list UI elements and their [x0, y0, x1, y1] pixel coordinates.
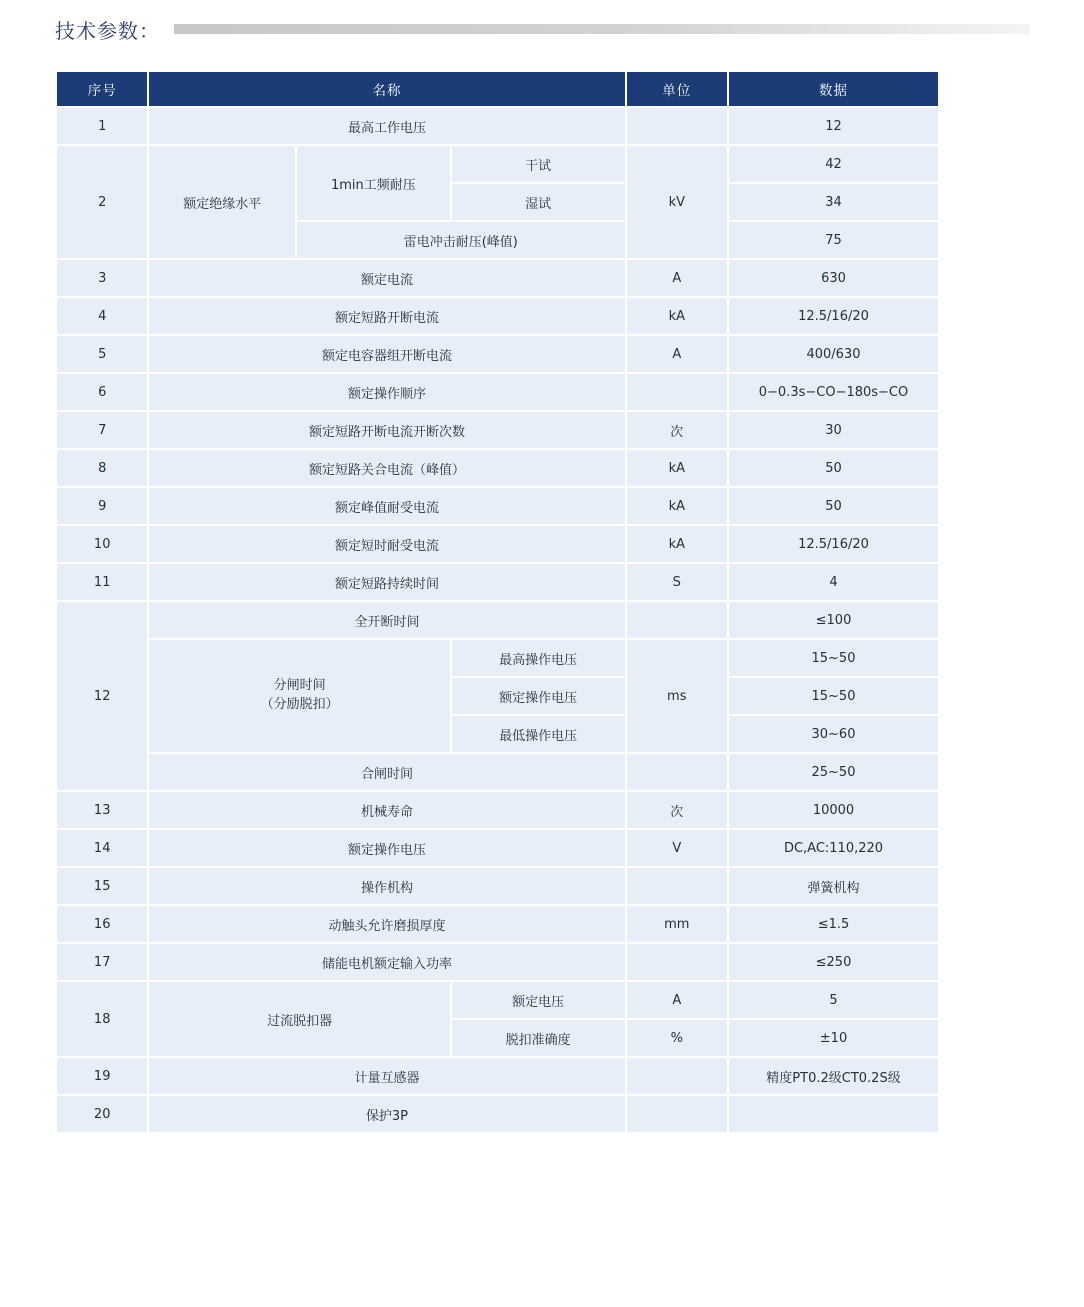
row-unit: kA — [627, 298, 727, 334]
row-data: 75 — [729, 222, 938, 258]
row-unit — [627, 108, 727, 144]
row-unit — [627, 944, 727, 980]
row-name: 额定短路持续时间 — [149, 564, 624, 600]
row-name-sub: 雷电冲击耐压(峰值) — [297, 222, 624, 258]
row-no: 7 — [57, 412, 147, 448]
row-data: 精度PT0.2级CT0.2S级 — [729, 1058, 938, 1094]
row-unit: 次 — [627, 412, 727, 448]
row-no: 14 — [57, 830, 147, 866]
table-row — [57, 906, 938, 942]
row-unit — [627, 1058, 727, 1094]
technical-parameters-table — [55, 70, 940, 1134]
table-header-row — [57, 72, 938, 106]
row-data: 30 — [729, 412, 938, 448]
row-no: 4 — [57, 298, 147, 334]
table-row — [57, 640, 938, 676]
row-data: 15~50 — [729, 640, 938, 676]
table-row — [57, 336, 938, 372]
row-unit: kV — [627, 146, 727, 258]
row-name-sub-item: 干试 — [452, 146, 625, 182]
row-name-sub-item: 湿试 — [452, 184, 625, 220]
row-name: 额定电容器组开断电流 — [149, 336, 624, 372]
row-data: 42 — [729, 146, 938, 182]
row-data: 5 — [729, 982, 938, 1018]
section-header — [55, 12, 1030, 46]
row-unit: A — [627, 260, 727, 296]
row-unit: ms — [627, 640, 727, 752]
col-header-data: 数据 — [729, 72, 938, 106]
row-data: 630 — [729, 260, 938, 296]
row-data: 34 — [729, 184, 938, 220]
table-row — [57, 488, 938, 524]
row-no: 2 — [57, 146, 147, 258]
table-row — [57, 944, 938, 980]
row-name-main: 额定绝缘水平 — [149, 146, 295, 258]
row-unit — [627, 754, 727, 790]
table-row — [57, 1058, 938, 1094]
row-name-main-line1: 分闸时间 — [273, 678, 326, 694]
row-no: 19 — [57, 1058, 147, 1094]
row-name: 保护3P — [149, 1096, 624, 1132]
row-name: 最高工作电压 — [149, 108, 624, 144]
table-row — [57, 868, 938, 904]
row-name: 全开断时间 — [149, 602, 624, 638]
row-name: 额定峰值耐受电流 — [149, 488, 624, 524]
row-unit: S — [627, 564, 727, 600]
table-row — [57, 564, 938, 600]
row-unit: mm — [627, 906, 727, 942]
row-data: ≤1.5 — [729, 906, 938, 942]
table-row — [57, 830, 938, 866]
row-name: 额定短路开断电流开断次数 — [149, 412, 624, 448]
table-row — [57, 602, 938, 638]
row-name: 额定操作顺序 — [149, 374, 624, 410]
row-name: 机械寿命 — [149, 792, 624, 828]
row-data: 15~50 — [729, 678, 938, 714]
spec-table-container — [55, 70, 940, 1134]
table-row — [57, 146, 938, 182]
table-row — [57, 374, 938, 410]
page-title: 技术参数： — [55, 18, 160, 43]
row-name: 储能电机额定输入功率 — [149, 944, 624, 980]
row-no: 6 — [57, 374, 147, 410]
row-name: 额定操作电压 — [149, 830, 624, 866]
row-name-main: 过流脱扣器 — [149, 982, 449, 1056]
row-no: 20 — [57, 1096, 147, 1132]
col-header-no: 序号 — [57, 72, 147, 106]
row-data: 12.5/16/20 — [729, 298, 938, 334]
row-no: 18 — [57, 982, 147, 1056]
row-no: 16 — [57, 906, 147, 942]
row-unit: A — [627, 336, 727, 372]
row-data: ≤250 — [729, 944, 938, 980]
table-row — [57, 754, 938, 790]
table-row — [57, 298, 938, 334]
row-name-sub-item: 脱扣准确度 — [452, 1020, 625, 1056]
row-name: 额定短路开断电流 — [149, 298, 624, 334]
row-unit — [627, 374, 727, 410]
col-header-unit: 单位 — [627, 72, 727, 106]
row-name: 额定短时耐受电流 — [149, 526, 624, 562]
row-name-main-line2: （分励脱扣） — [260, 697, 339, 712]
row-no: 11 — [57, 564, 147, 600]
row-unit: kA — [627, 488, 727, 524]
row-unit — [627, 868, 727, 904]
row-name: 动触头允许磨损厚度 — [149, 906, 624, 942]
row-name-sub: 1min工频耐压 — [297, 146, 450, 220]
row-name: 额定电流 — [149, 260, 624, 296]
row-unit: A — [627, 982, 727, 1018]
row-name: 额定短路关合电流（峰值） — [149, 450, 624, 486]
row-name-sub-item: 额定电压 — [452, 982, 625, 1018]
row-no: 13 — [57, 792, 147, 828]
row-data: ≤100 — [729, 602, 938, 638]
row-data: 10000 — [729, 792, 938, 828]
table-row — [57, 412, 938, 448]
row-unit — [627, 602, 727, 638]
row-name-sub-item: 最高操作电压 — [452, 640, 625, 676]
table-row — [57, 792, 938, 828]
row-no: 9 — [57, 488, 147, 524]
row-data: 弹簧机构 — [729, 868, 938, 904]
row-data: 25~50 — [729, 754, 938, 790]
row-name-sub-item: 额定操作电压 — [452, 678, 625, 714]
row-name-sub-item: 最低操作电压 — [452, 716, 625, 752]
row-unit: kA — [627, 450, 727, 486]
row-data — [729, 1096, 938, 1132]
row-no: 1 — [57, 108, 147, 144]
row-no: 12 — [57, 602, 147, 790]
row-data: 12.5/16/20 — [729, 526, 938, 562]
row-data: 50 — [729, 488, 938, 524]
col-header-name: 名称 — [149, 72, 624, 106]
row-data: 4 — [729, 564, 938, 600]
row-data: DC,AC:110,220 — [729, 830, 938, 866]
row-unit: 次 — [627, 792, 727, 828]
table-row — [57, 450, 938, 486]
row-unit: V — [627, 830, 727, 866]
row-data: ±10 — [729, 1020, 938, 1056]
row-data: 50 — [729, 450, 938, 486]
table-row — [57, 526, 938, 562]
row-no: 15 — [57, 868, 147, 904]
table-row — [57, 108, 938, 144]
row-unit — [627, 1096, 727, 1132]
row-name: 操作机构 — [149, 868, 624, 904]
row-name: 合闸时间 — [149, 754, 624, 790]
row-no: 5 — [57, 336, 147, 372]
row-name: 计量互感器 — [149, 1058, 624, 1094]
row-data: 30~60 — [729, 716, 938, 752]
row-data: 12 — [729, 108, 938, 144]
row-no: 17 — [57, 944, 147, 980]
header-decorative-bar — [174, 24, 1030, 34]
row-name-main — [149, 640, 449, 752]
table-row — [57, 260, 938, 296]
row-data: 400/630 — [729, 336, 938, 372]
table-row — [57, 982, 938, 1018]
table-row — [57, 1096, 938, 1132]
row-data: 0−0.3s−CO−180s−CO — [729, 374, 938, 410]
row-no: 10 — [57, 526, 147, 562]
row-no: 3 — [57, 260, 147, 296]
row-unit: % — [627, 1020, 727, 1056]
row-unit: kA — [627, 526, 727, 562]
row-no: 8 — [57, 450, 147, 486]
